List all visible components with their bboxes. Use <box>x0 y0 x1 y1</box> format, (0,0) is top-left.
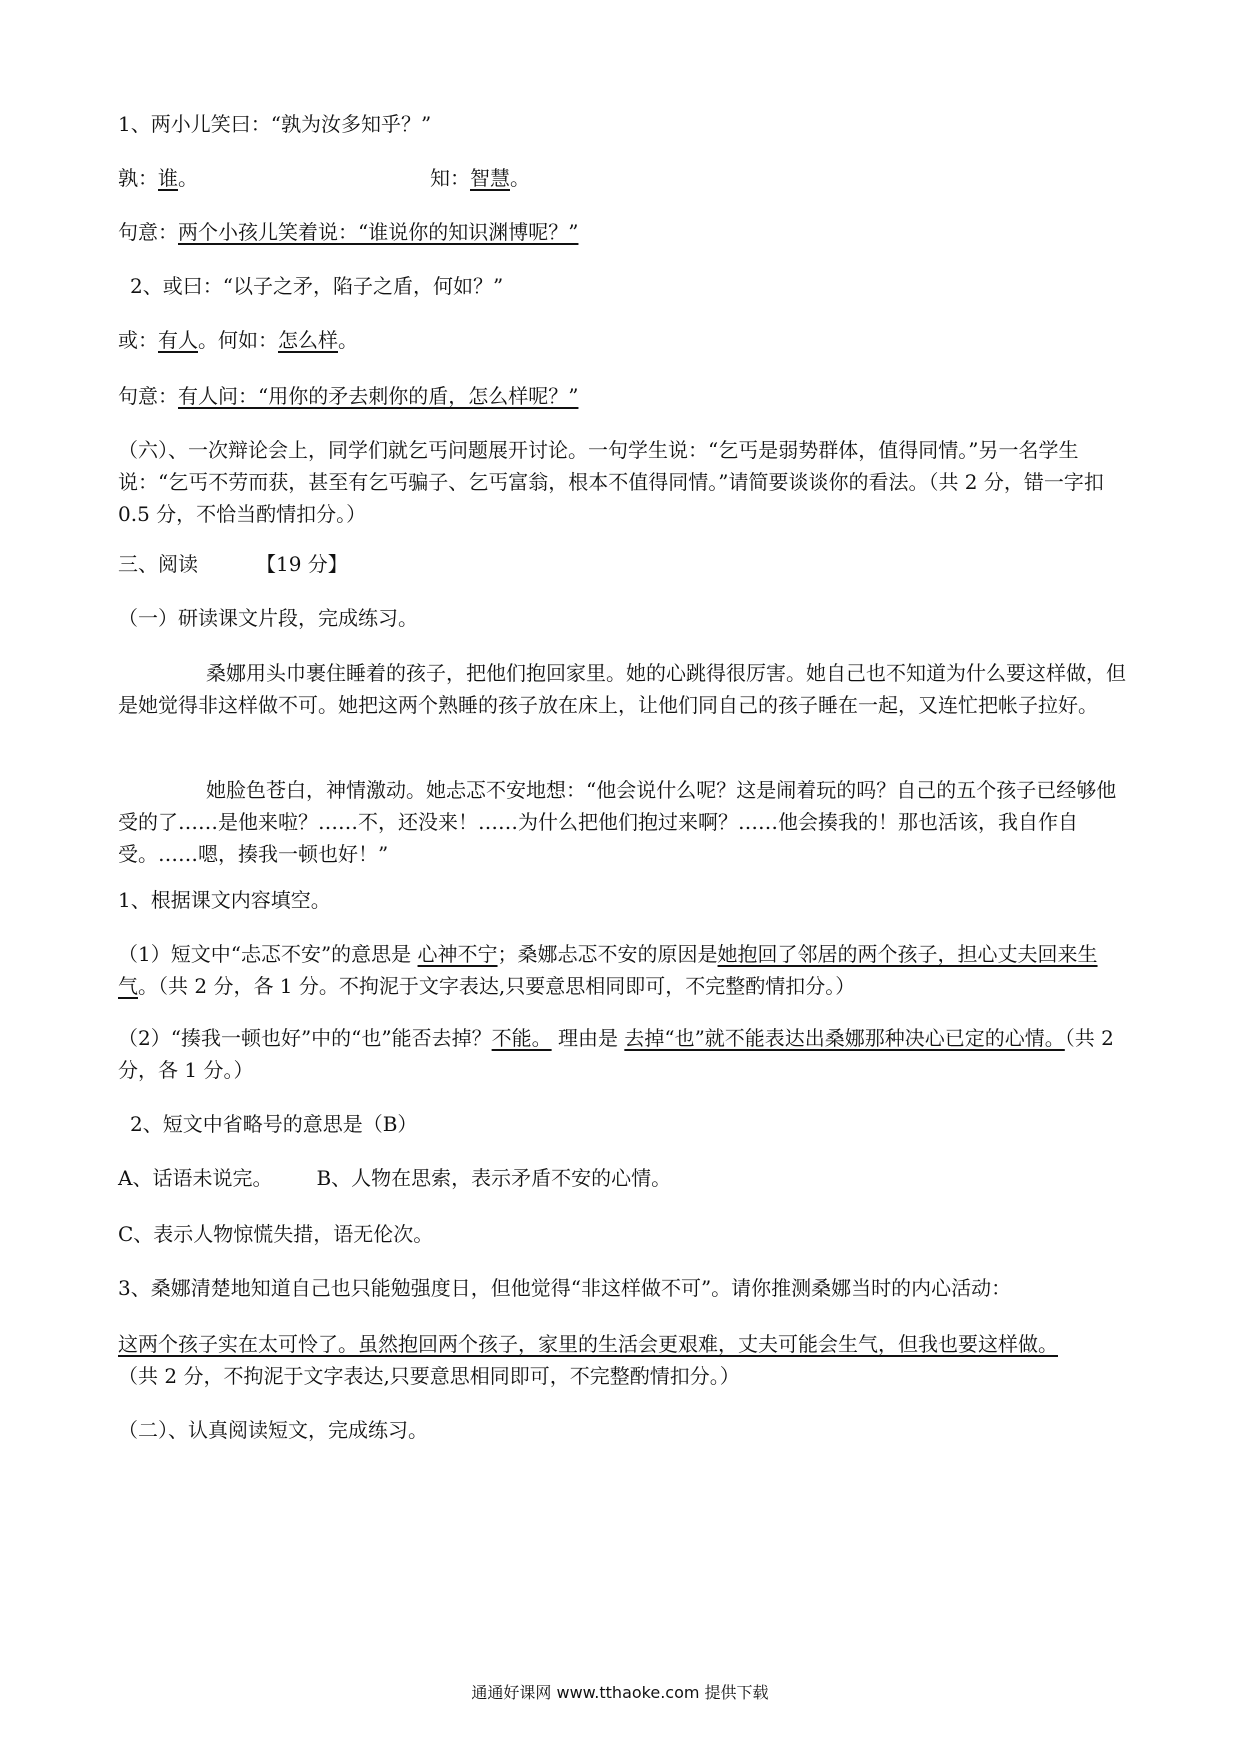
q1-meaning-label: 句意： <box>118 220 178 244</box>
q1-meaning-answer: 两个小孩儿笑着说：“谁说你的知识渊博呢？” <box>178 220 579 244</box>
q1-word1-answer: 谁 <box>158 166 178 190</box>
part-one-title: （一）研读课文片段，完成练习。 <box>118 606 418 630</box>
section-three-title: 三、阅读 <box>118 552 198 576</box>
q1-2-answer-yesno: 不能。 <box>491 1026 552 1050</box>
part-one-q1-1 <box>118 938 1130 1002</box>
q2-title: 2、或曰：“以子之矛，陷子之盾，何如？” <box>130 274 504 298</box>
q2-meaning <box>118 380 1130 412</box>
section-three-score: 【19 分】 <box>256 552 348 576</box>
q2-words <box>118 324 1130 356</box>
q1-2-answer-reason: 去掉“也”就不能表达出桑娜那种决心已定的心情。 <box>624 1026 1065 1050</box>
option-b: B、人物在思索，表示矛盾不安的心情。 <box>316 1166 672 1190</box>
section-three-heading <box>118 548 1130 580</box>
q1-word1-label: 孰： <box>118 166 158 190</box>
q2-word2-label: 。何如： <box>198 328 278 352</box>
q1-word2-end: 。 <box>510 166 530 190</box>
q2-word1-label: 或： <box>118 328 158 352</box>
q2-options-ab <box>118 1162 1130 1194</box>
question-six: （六）、一次辩论会上，同学们就乞丐问题展开讨论。一句学生说：“乞丐是弱势群体，值得同情。”另一名学生说：“乞丐不劳而获，甚至有乞丐骗子、乞丐富翁，根本不值得同情。”请简要谈谈你的看法。（共 2 分，错一字扣 0.5 分，不恰当酌情扣分。） <box>118 438 1104 526</box>
q2-word1-answer: 有人 <box>158 328 198 352</box>
q1-title: 1、两小儿笑曰：“孰为汝多知乎？” <box>118 112 432 136</box>
q3-note: （共 2 分，不拘泥于文字表达,只要意思相同即可，不完整酌情扣分。） <box>118 1364 740 1388</box>
part-one-q1-2 <box>118 1022 1130 1086</box>
q1-word1-end: 。 <box>178 166 198 190</box>
q1-2-middle: 理由是 <box>551 1026 625 1050</box>
q1-1-answer-meaning: 心神不宁 <box>417 942 498 966</box>
q1-word2-answer: 智慧 <box>470 166 510 190</box>
q2-meaning-label: 句意： <box>118 384 178 408</box>
q2-word2-answer: 怎么样 <box>278 328 338 352</box>
q1-1-middle: ；桑娜忐忑不安的原因是 <box>497 942 718 966</box>
passage-paragraph-2: 她脸色苍白，神情激动。她忐忑不安地想：“他会说什么呢？这是闹着玩的吗？自己的五个孩子已经够他受的了……是他来啦？……不，还没来！……为什么把他们抱过来啊？……他会揍我的！那也活该，我自作自受。……嗯，揍我一顿也好！” <box>118 778 1117 866</box>
q2-word2-end: 。 <box>338 328 358 352</box>
q1-1-prefix: （1）短文中“忐忑不安”的意思是 <box>118 942 418 966</box>
q1-words <box>118 162 1130 194</box>
option-c: C、表示人物惊慌失措，语无伦次。 <box>118 1222 434 1246</box>
q1-1-answer-reason: 她抱回了邻居的两个孩子，担心丈夫回来生气 <box>118 942 1098 998</box>
part-one-q1-title: 1、根据课文内容填空。 <box>118 888 331 912</box>
part-one-q2-title: 2、短文中省略号的意思是（B） <box>130 1112 418 1136</box>
q1-2-note: （共 2 分，各 1 分。） <box>118 1026 1114 1082</box>
q1-meaning <box>118 216 1130 248</box>
q2-meaning-answer: 有人问：“用你的矛去刺你的盾，怎么样呢？” <box>178 384 579 408</box>
part-one-q3-title: 3、桑娜清楚地知道自己也只能勉强度日，但他觉得“非这样做不可”。请你推测桑娜当时的内心活动： <box>118 1276 1012 1300</box>
page-footer: 通通好课网 www.tthaoke.com 提供下载 <box>471 1683 769 1702</box>
q1-2-prefix: （2）“揍我一顿也好”中的“也”能否去掉？ <box>118 1026 492 1050</box>
part-two-title: （二）、认真阅读短文，完成练习。 <box>118 1418 428 1442</box>
q1-1-note: 。（共 2 分，各 1 分。不拘泥于文字表达,只要意思相同即可，不完整酌情扣分。） <box>138 974 856 998</box>
q1-word2-label: 知： <box>430 166 470 190</box>
option-a: A、话语未说完。 <box>118 1166 273 1190</box>
part-one-q3-answer <box>118 1328 1130 1392</box>
passage-paragraph-1: 桑娜用头巾裹住睡着的孩子，把他们抱回家里。她的心跳得很厉害。她自己也不知道为什么要这样做，但是她觉得非这样做不可。她把这两个熟睡的孩子放在床上，让他们同自己的孩子睡在一起，又连忙把帐子拉好。 <box>118 661 1126 717</box>
q3-answer: 这两个孩子实在太可怜了。虽然抱回两个孩子，家里的生活会更艰难，丈夫可能会生气，但我也要这样做。 <box>118 1332 1058 1356</box>
